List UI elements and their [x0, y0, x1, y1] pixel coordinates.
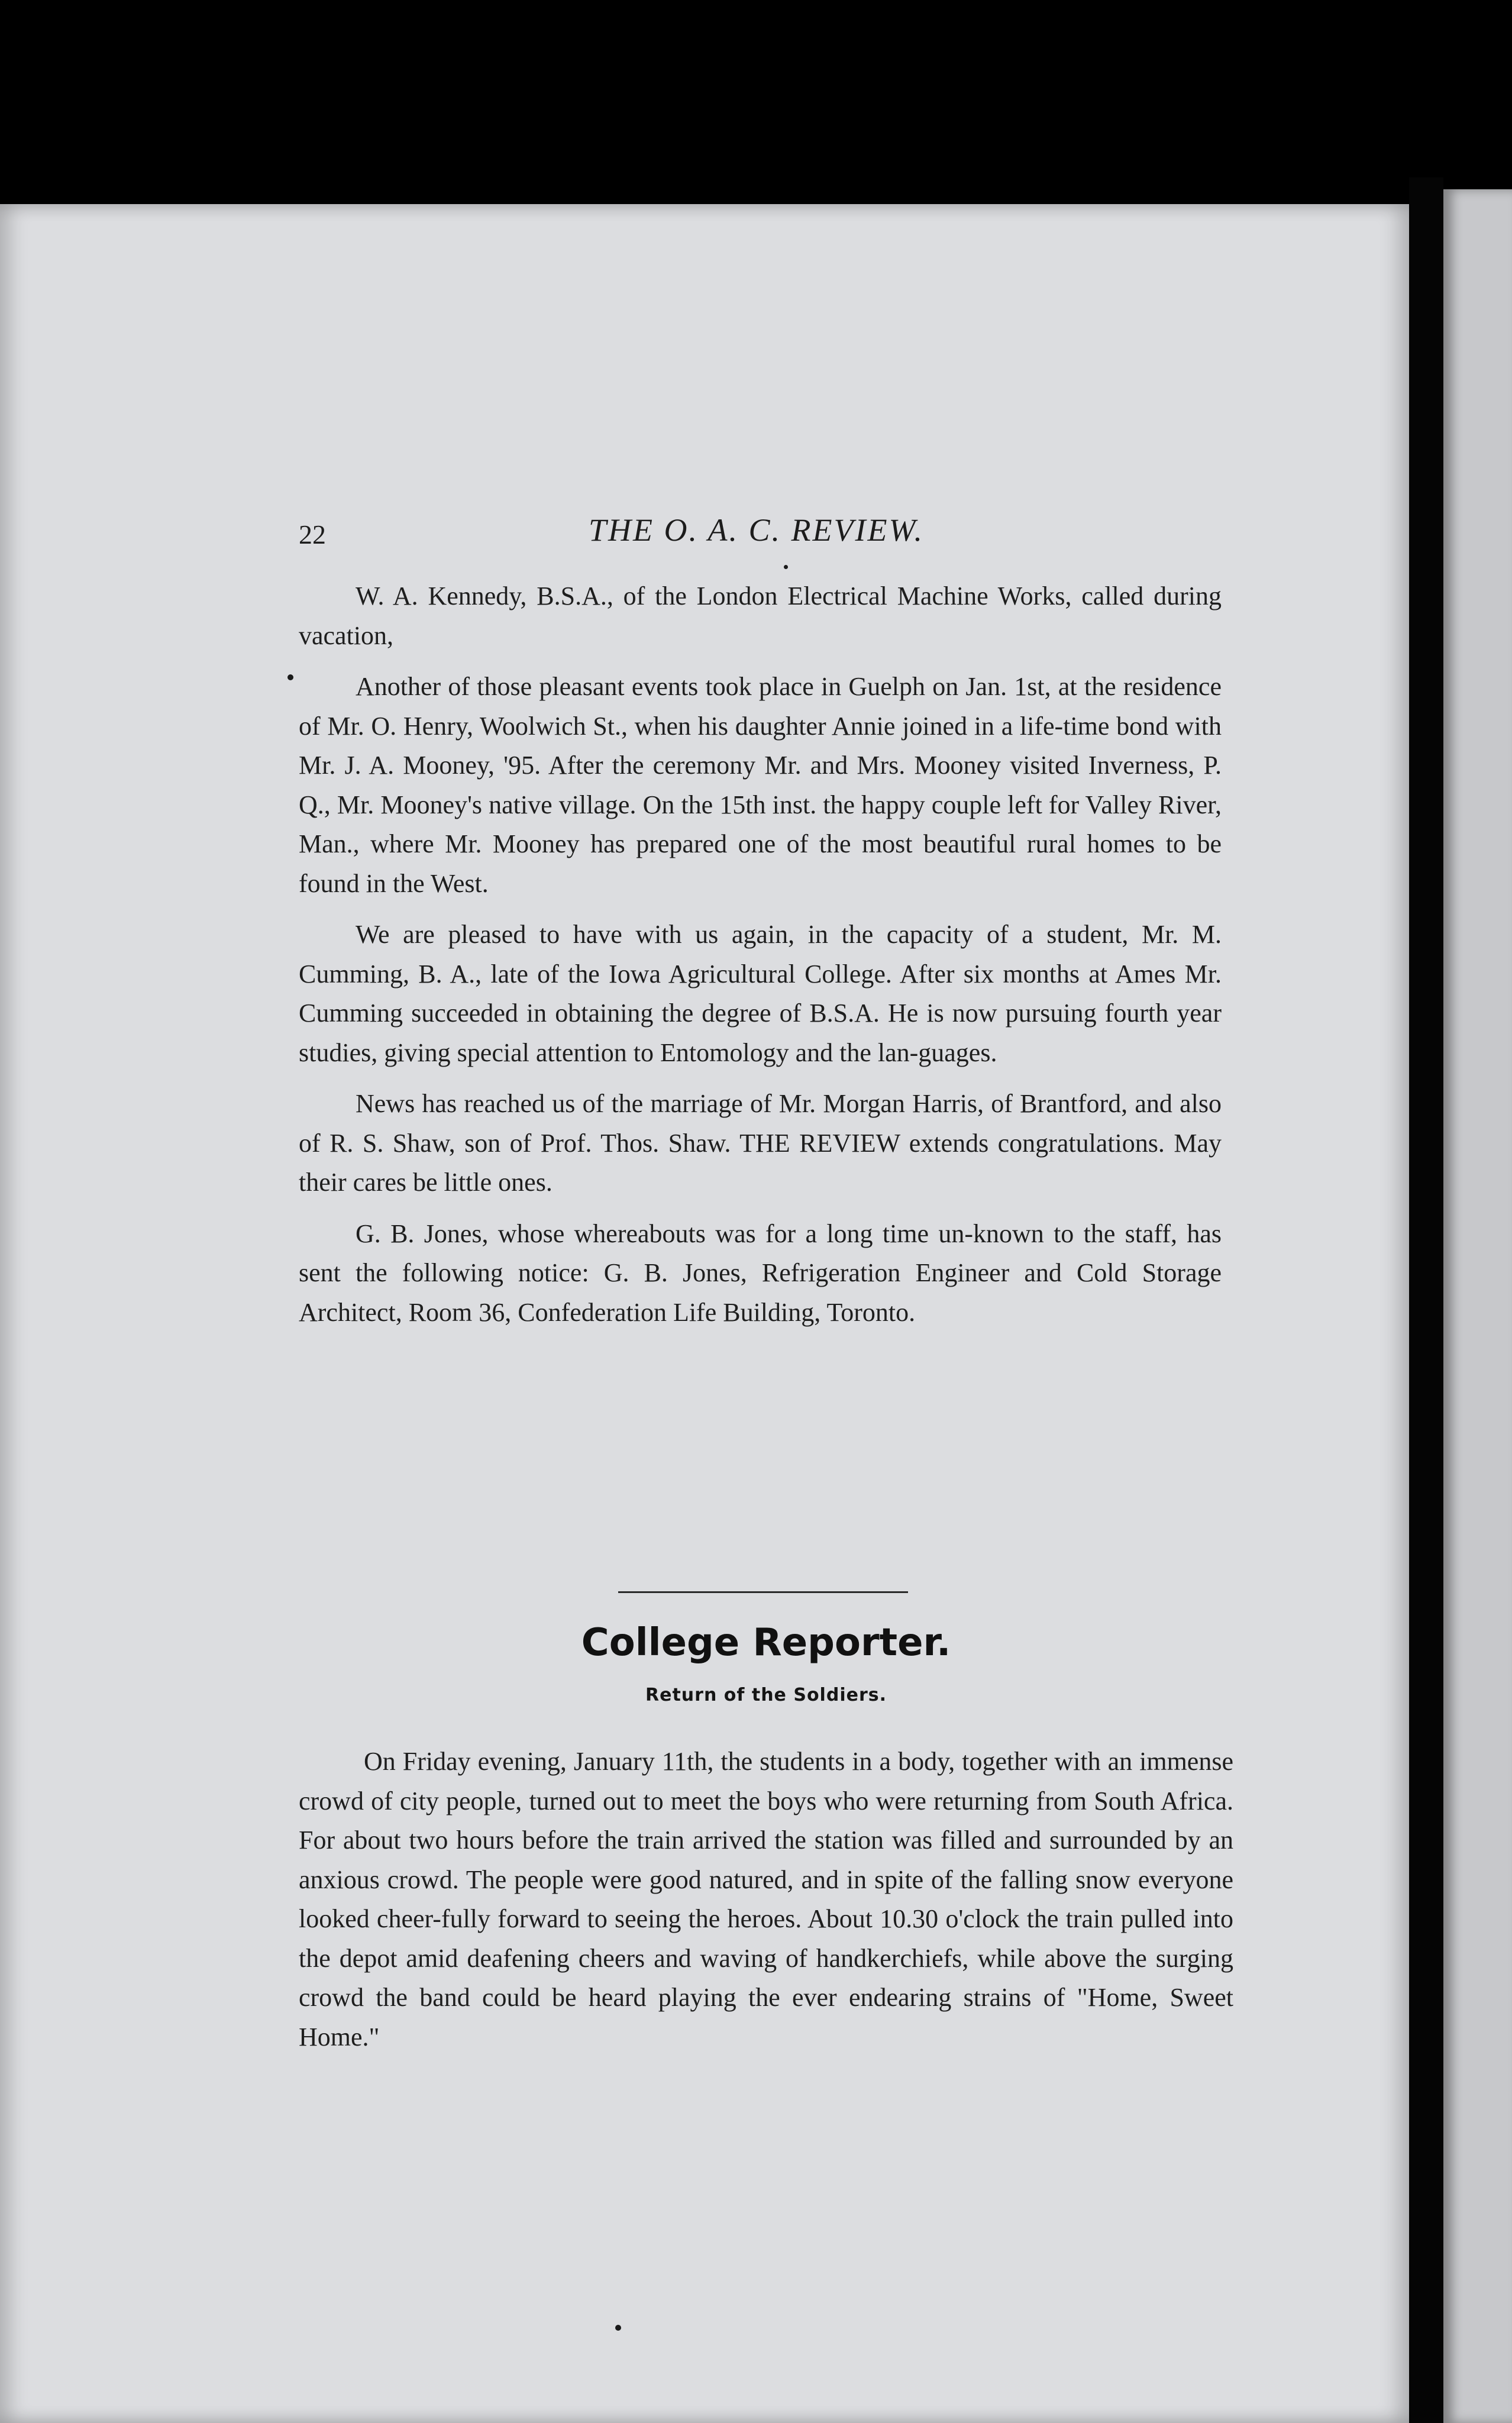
paragraph-kennedy: W. A. Kennedy, B.S.A., of the London Electrical Machine Works, called during vacation, — [299, 581, 1222, 650]
section-title: College Reporter. — [581, 1621, 951, 1665]
reporter-column — [299, 1742, 1233, 2057]
paragraph-harris-shaw: News has reached us of the marriage of Mr. Morgan Harris, of Brantford, and also of R. S. Shaw, son of Prof. Thos. Shaw. THE REVIEW extends congratulations. May their cares be little ones. — [299, 1089, 1222, 1197]
running-header — [299, 512, 1233, 559]
news-column — [299, 577, 1222, 1344]
paragraph-jones: G. B. Jones, whose whereabouts was for a long time un-known to the staff, has sent the following notice: G. B. Jones, Refrigeration Engineer and Cold Storage Architect, Room 36, Confederation Life Building, Toronto. — [299, 1219, 1222, 1327]
adjacent-page-edge — [1443, 189, 1512, 2423]
paragraph-cumming: We are pleased to have with us again, in the capacity of a student, Mr. M. Cumming, B. A., late of the Iowa Agricultural College. After six months at Ames Mr. Cumming succeeded in obtaining the degree of B.S.A. He is now pursuing fourth year studies, giving special attention to Entomology and the lan-guages. — [299, 920, 1222, 1067]
section-divider — [618, 1591, 908, 1593]
college-reporter-heading — [299, 1621, 1233, 1705]
paragraph-return-of-soldiers: On Friday evening, January 11th, the students in a body, together with an immense crowd of city people, turned out to meet the boys who were returning from South Africa. For about two hours before the train arrived the station was filled and surrounded by an anxious crowd. The people were good natured, and in spite of the falling snow everyone looked cheer-fully forward to seeing the heroes. About 10.30 o'clock the train pulled into the depot amid deafening cheers and waving of handkerchiefs, while above the surging crowd the band could be heard playing the ever endearing strains of "Home, Sweet Home." — [299, 1747, 1233, 2052]
page-gutter — [1409, 177, 1443, 2423]
print-speck — [615, 2325, 621, 2331]
paragraph-mooney-wedding: Another of those pleasant events took place in Guelph on Jan. 1st, at the residence of Mr. O. Henry, Woolwich St., when his daughter Annie joined in a life-time bond with Mr. J. A. Mooney, '95. After the ceremony Mr. and Mrs. Mooney visited Inverness, P. Q., Mr. Mooney's native village. On the 15th inst. the happy couple left for Valley River, Man., where Mr. Mooney has prepared one of the most beautiful rural homes to be found in the West. — [299, 672, 1222, 898]
page-number: 22 — [299, 519, 326, 550]
print-speck — [784, 565, 788, 569]
journal-title: THE O. A. C. REVIEW. — [589, 512, 924, 548]
print-speck — [287, 674, 293, 680]
section-subtitle: Return of the Soldiers. — [645, 1685, 887, 1705]
